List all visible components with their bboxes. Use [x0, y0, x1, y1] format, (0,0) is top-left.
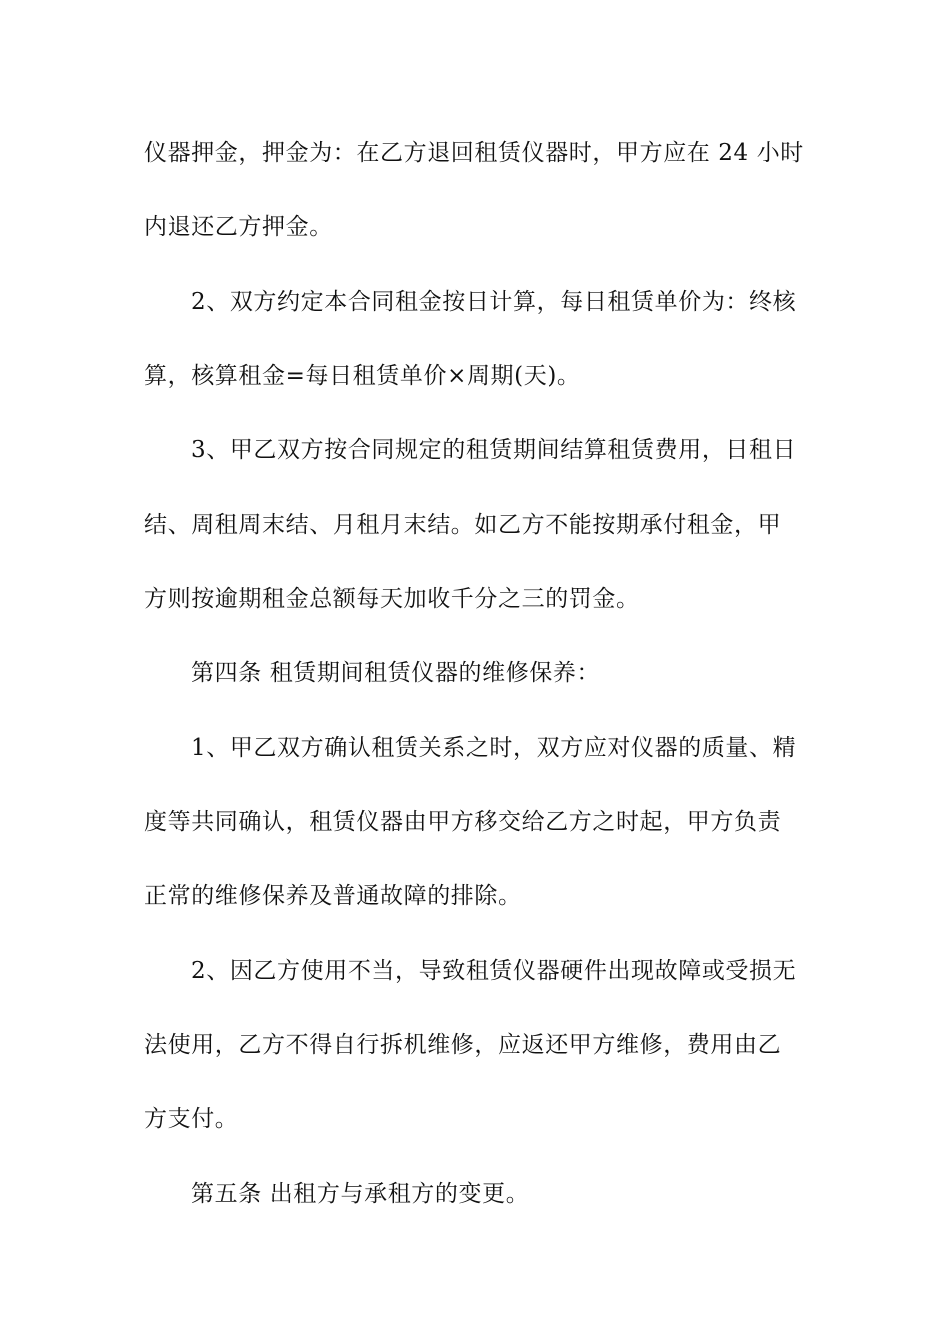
section-heading: 第五条 出租方与承租方的变更。	[191, 1181, 530, 1207]
text-line: 方则按逾期租金总额每天加收千分之三的罚金。	[144, 586, 640, 612]
text-line: 3、甲乙双方按合同规定的租赁期间结算租赁费用，日租日	[191, 437, 797, 463]
text-line: 2、因乙方使用不当，导致租赁仪器硬件出现故障或受损无	[191, 958, 797, 984]
text-line: 结、周租周末结、月租月末结。如乙方不能按期承付租金，甲	[144, 512, 782, 538]
section-heading: 第四条 租赁期间租赁仪器的维修保养：	[191, 660, 601, 686]
text-line: 法使用，乙方不得自行拆机维修，应返还甲方维修，费用由乙	[144, 1032, 782, 1058]
text-line: 仪器押金，押金为：在乙方退回租赁仪器时，甲方应在 24 小时	[144, 140, 804, 166]
text-line: 正常的维修保养及普通故障的排除。	[144, 883, 522, 909]
text-line: 方支付。	[144, 1106, 239, 1132]
text-line: 1、甲乙双方确认租赁关系之时，双方应对仪器的质量、精	[191, 735, 797, 761]
text-line: 算，核算租金=每日租赁单价×周期(天)。	[144, 363, 581, 389]
text-line: 内退还乙方押金。	[144, 214, 333, 240]
text-line: 2、双方约定本合同租金按日计算，每日租赁单价为：终核	[191, 289, 797, 315]
text-line: 度等共同确认，租赁仪器由甲方移交给乙方之时起，甲方负责	[144, 809, 782, 835]
